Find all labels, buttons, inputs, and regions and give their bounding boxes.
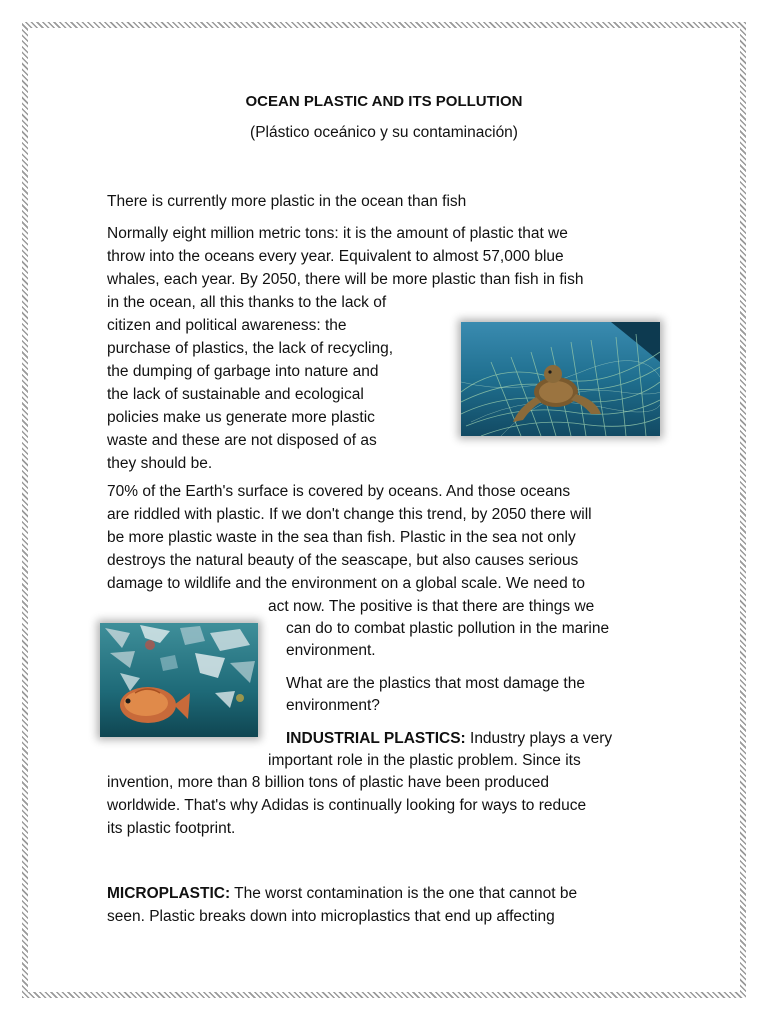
para2-line: they should be. <box>107 455 213 472</box>
industrial-line: worldwide. That's why Adidas is continually looking for ways to reduce <box>107 797 587 814</box>
industrial-plastics-text: Industry plays a very <box>465 730 613 747</box>
industrial-plastics-label: INDUSTRIAL PLASTICS: <box>286 730 466 747</box>
microplastic-label: MICROPLASTIC: <box>107 885 231 902</box>
para3-line: are riddled with plastic. If we don't change this trend, by 2050 there will <box>107 506 592 523</box>
question-line: environment? <box>286 697 380 714</box>
para2-line: the lack of sustainable and ecological <box>107 386 364 403</box>
sea-turtle-net-image <box>461 322 660 436</box>
industrial-line: important role in the plastic problem. Since its <box>268 752 581 769</box>
para2-line: the dumping of garbage into nature and <box>107 363 379 380</box>
para2-line: policies make us generate more plastic <box>107 409 375 426</box>
industrial-line: invention, more than 8 billion tons of plastic have been produced <box>107 774 550 791</box>
para2-line: citizen and political awareness: the <box>107 317 347 334</box>
document-title: OCEAN PLASTIC AND ITS POLLUTION <box>245 93 523 110</box>
fish-plastic-debris-image <box>100 623 258 737</box>
para2-line: throw into the oceans every year. Equivalent to almost 57,000 blue <box>107 248 564 265</box>
microplastic-line: seen. Plastic breaks down into microplastics that end up affecting <box>107 908 555 925</box>
document-subtitle: (Plástico oceánico y su contaminación) <box>250 124 518 141</box>
para3-line: be more plastic waste in the sea than fish. Plastic in the sea not only <box>107 529 576 546</box>
para3-line: environment. <box>286 642 376 659</box>
microplastic-first-line <box>107 882 577 905</box>
para3-line: can do to combat plastic pollution in the marine <box>286 620 610 637</box>
industrial-plastics-first-line <box>286 727 612 750</box>
para2-line: waste and these are not disposed of as <box>107 432 377 449</box>
question-line: What are the plastics that most damage the <box>286 675 585 692</box>
para2-line: purchase of plastics, the lack of recycling, <box>107 340 394 357</box>
para2-line: Normally eight million metric tons: it is the amount of plastic that we <box>107 225 568 242</box>
industrial-line: its plastic footprint. <box>107 820 236 837</box>
para3-line: damage to wildlife and the environment on a global scale. We need to <box>107 575 585 592</box>
para3-line: act now. The positive is that there are things we <box>268 598 595 615</box>
para2-line: in the ocean, all this thanks to the lack of <box>107 294 387 311</box>
para3-line: destroys the natural beauty of the seascape, but also causes serious <box>107 552 579 569</box>
paragraph-intro: There is currently more plastic in the ocean than fish <box>107 193 467 210</box>
para3-line: 70% of the Earth's surface is covered by oceans. And those oceans <box>107 483 571 500</box>
para2-line: whales, each year. By 2050, there will be more plastic than fish in fish <box>107 271 584 288</box>
microplastic-text: The worst contamination is the one that cannot be <box>230 885 578 902</box>
